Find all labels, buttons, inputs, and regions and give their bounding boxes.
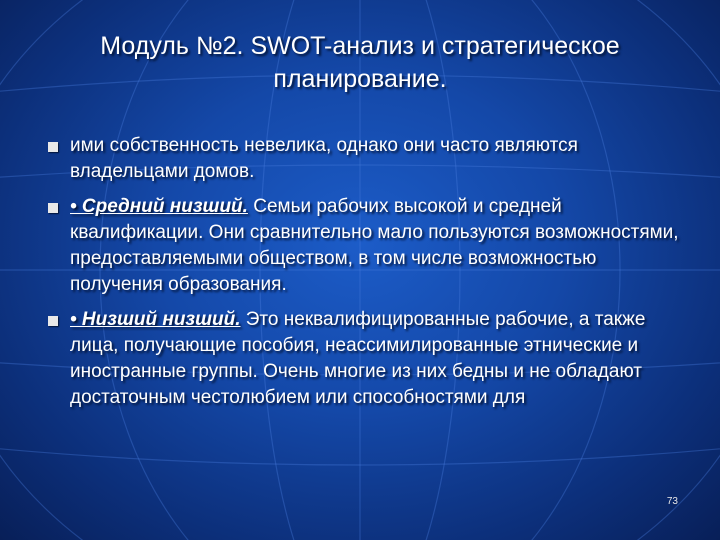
term-middle-lower: • Средний низший. — [70, 196, 248, 217]
bullet-item-2 — [48, 194, 688, 298]
slide-title — [40, 30, 680, 96]
term-lower-lower: • Низший низший. — [70, 309, 241, 330]
square-bullet-icon — [48, 142, 58, 152]
bullet-text-2: Семьи рабочих высокой и средней квалификации. Они сравнительно мало пользуются возможностями, предоставляемыми обществом, в том числе возможностью получения образования. — [70, 196, 679, 295]
bullet-item-1 — [48, 133, 688, 185]
bullet-item-3 — [48, 307, 688, 411]
square-bullet-icon — [48, 203, 58, 213]
square-bullet-icon — [48, 316, 58, 326]
bullet-text-3: Это неквалифицированные рабочие, а также лица, получающие пособия, неассимилированные этнические и иностранные группы. Очень многие из них бедны и не обладают достаточным честолюбием или способностями для — [70, 309, 646, 408]
bullet-text-1: ими собственность невелика, однако они часто являются владельцами домов. — [70, 135, 578, 182]
page-number: 73 — [666, 496, 678, 507]
slide-title-line-1: Модуль №2. SWOT-анализ и стратегическое — [100, 32, 620, 60]
slide-title-line-2: планирование. — [273, 65, 447, 93]
bullet-list — [48, 133, 688, 420]
